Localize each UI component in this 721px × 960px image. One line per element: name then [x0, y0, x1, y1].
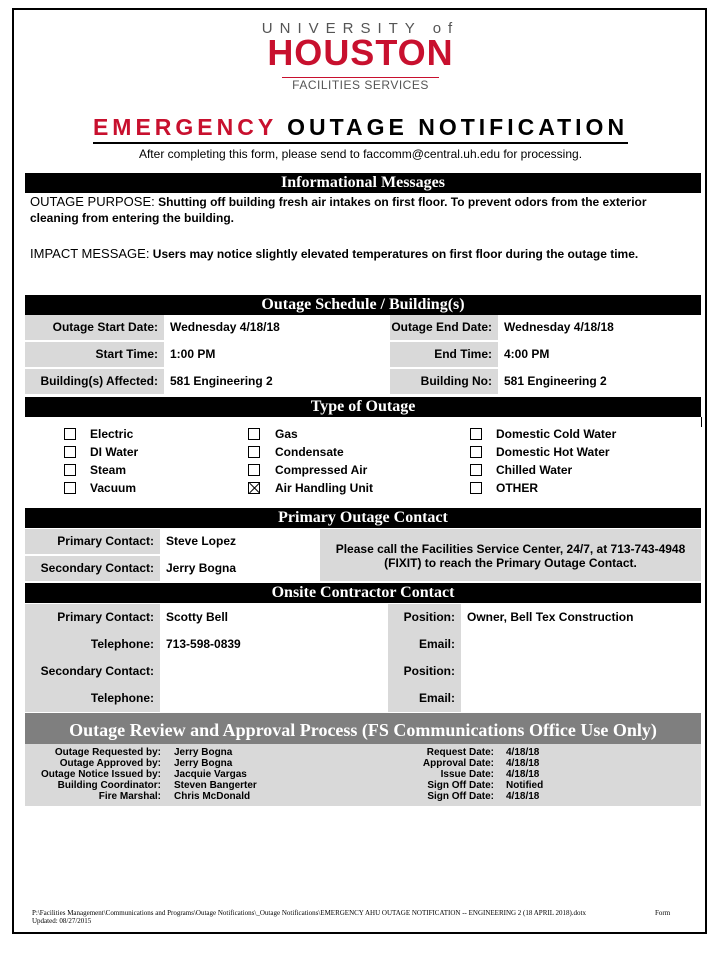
- approval-left-label-3: Outage Notice Issued by:: [40, 769, 161, 780]
- onsite-telephone-label: Telephone:: [25, 631, 160, 658]
- informational-header: Informational Messages: [25, 173, 701, 193]
- approval-right-label-1: Request Date:: [426, 747, 494, 758]
- footer: [32, 909, 692, 925]
- label-electric: Electric: [90, 427, 134, 441]
- approval-header: Outage Review and Approval Process (FS Communications Office Use Only): [25, 713, 701, 747]
- onsite-telephone2-value: [160, 685, 388, 710]
- checkbox-steam[interactable]: [64, 464, 76, 476]
- end-date-label: Outage End Date:: [390, 315, 498, 340]
- footer-updated: Updated: 08/27/2015: [32, 917, 92, 925]
- approval-right-value-1: 4/18/18: [506, 747, 540, 758]
- checkbox-other[interactable]: [470, 482, 482, 494]
- onsite-position2-value: [461, 658, 701, 683]
- label-di-water: DI Water: [90, 445, 139, 459]
- primary-contact-header: Primary Outage Contact: [25, 508, 701, 528]
- schedule-row-buildings: [25, 369, 701, 394]
- checkbox-vacuum[interactable]: [64, 482, 76, 494]
- schedule-header: Outage Schedule / Building(s): [25, 295, 701, 315]
- start-time-value: 1:00 PM: [170, 347, 216, 361]
- checkbox-gas[interactable]: [248, 428, 260, 440]
- outage-purpose-text-2: cleaning from entering the building.: [30, 211, 235, 225]
- label-other: OTHER: [496, 481, 538, 495]
- impact-message-label: IMPACT MESSAGE:: [30, 246, 150, 261]
- approval-left-value-4: Steven Bangerter: [174, 780, 257, 791]
- building-no-label: Building No:: [390, 369, 498, 394]
- onsite-position2-label: Position:: [388, 658, 461, 685]
- page-title: [0, 113, 721, 144]
- start-time-label: Start Time:: [25, 342, 164, 367]
- footer-form: Form: [655, 909, 671, 917]
- label-air-handling-unit: Air Handling Unit: [275, 481, 373, 495]
- onsite-telephone2-label: Telephone:: [25, 685, 160, 712]
- approval-right-value-5: 4/18/18: [506, 791, 540, 802]
- approval-left-value-5: Chris McDonald: [174, 791, 251, 802]
- approval-right-value-4: Notified: [506, 780, 544, 791]
- onsite-telephone-value: 713-598-0839: [166, 637, 241, 651]
- type-of-outage-edge: [701, 417, 702, 427]
- approval-right-value-3: 4/18/18: [506, 769, 540, 780]
- approval-left-value-2: Jerry Bogna: [174, 758, 233, 769]
- start-date-value: Wednesday 4/18/18: [170, 320, 280, 334]
- end-time-value: 4:00 PM: [504, 347, 550, 361]
- approval-left-value-3: Jacquie Vargas: [174, 769, 247, 780]
- start-date-label: Outage Start Date:: [25, 315, 164, 340]
- onsite-row-3: [25, 658, 701, 685]
- onsite-position-label: Position:: [388, 604, 461, 631]
- onsite-email2-label: Email:: [388, 685, 461, 712]
- onsite-row-4: [25, 685, 701, 712]
- outage-purpose-label: OUTAGE PURPOSE:: [30, 194, 155, 209]
- secondary-contact-label: Secondary Contact:: [25, 556, 160, 581]
- buildings-affected-label: Building(s) Affected:: [25, 369, 164, 394]
- label-vacuum: Vacuum: [90, 481, 137, 495]
- onsite-row-1: [25, 604, 701, 631]
- primary-contact-value: Steve Lopez: [166, 534, 237, 548]
- approval-left-label-1: Outage Requested by:: [54, 747, 161, 758]
- checkbox-air-handling-unit[interactable]: [248, 482, 260, 494]
- approval-left-label-4: Building Coordinator:: [57, 780, 161, 791]
- subtitle-instructions: After completing this form, please send to faccomm@central.uh.edu for processing.: [138, 147, 583, 161]
- buildings-affected-value: 581 Engineering 2: [170, 374, 273, 388]
- onsite-primary-value: Scotty Bell: [166, 610, 229, 624]
- logo-university: UNIVERSITY of: [261, 20, 460, 37]
- label-steam: Steam: [90, 463, 127, 477]
- onsite-email-value: [461, 631, 701, 656]
- approval-left-label-2: Outage Approved by:: [59, 758, 161, 769]
- primary-contact-label: Primary Contact:: [25, 529, 160, 554]
- end-date-value: Wednesday 4/18/18: [504, 320, 614, 334]
- label-domestic-hot-water: Domestic Hot Water: [496, 445, 610, 459]
- checkbox-compressed-air[interactable]: [248, 464, 260, 476]
- onsite-position-value: Owner, Bell Tex Construction: [467, 610, 634, 624]
- checkbox-domestic-hot-water[interactable]: [470, 446, 482, 458]
- schedule-row-times: [25, 342, 701, 367]
- label-chilled-water: Chilled Water: [496, 463, 573, 477]
- approval-right-label-5: Sign Off Date:: [427, 791, 494, 802]
- checkbox-chilled-water[interactable]: [470, 464, 482, 476]
- checkbox-condensate[interactable]: [248, 446, 260, 458]
- outage-purpose: [30, 193, 696, 211]
- approval-right-label-2: Approval Date:: [422, 758, 494, 769]
- approval-left-label-5: Fire Marshal:: [98, 791, 161, 802]
- schedule-row-dates: [25, 315, 701, 340]
- type-of-outage-header: Type of Outage: [25, 397, 701, 417]
- checkbox-di-water[interactable]: [64, 446, 76, 458]
- onsite-email-label: Email:: [388, 631, 461, 658]
- approval-right-label-3: Issue Date:: [440, 769, 494, 780]
- secondary-contact-value: Jerry Bogna: [166, 561, 237, 575]
- fixit-note-line-2: (FIXIT) to reach the Primary Outage Contact.: [384, 556, 637, 570]
- impact-message-text: Users may notice slightly elevated temperatures on first floor during the outage time.: [152, 247, 639, 261]
- impact-message: [30, 245, 696, 263]
- onsite-secondary-value: [160, 658, 388, 683]
- onsite-row-2: [25, 631, 701, 658]
- end-time-label: End Time:: [390, 342, 498, 367]
- approval-left-value-1: Jerry Bogna: [174, 747, 233, 758]
- approval-right-value-2: 4/18/18: [506, 758, 540, 769]
- label-condensate: Condensate: [275, 445, 344, 459]
- outage-purpose-text: Shutting off building fresh air intakes on first floor. To prevent odors from the exterior: [158, 195, 647, 209]
- checkbox-domestic-cold-water[interactable]: [470, 428, 482, 440]
- fixit-note-line-1: Please call the Facilities Service Center, 24/7, at 713-743-4948: [335, 542, 686, 556]
- onsite-contact-header: Onsite Contractor Contact: [25, 583, 701, 603]
- onsite-email2-value: [461, 685, 701, 710]
- footer-path: P:\Facilities Management\Communications and Programs\Outage Notifications\_Outage Notifications\EMERGENCY AHU OUTAGE NOTIFICATION -- ENGINEERING 2 (18 APRIL 2018).dotx: [32, 909, 586, 917]
- label-gas: Gas: [275, 427, 298, 441]
- logo-facilities-services: FACILITIES SERVICES: [292, 78, 429, 92]
- checkbox-electric[interactable]: [64, 428, 76, 440]
- title-rest: OUTAGE NOTIFICATION: [276, 114, 629, 140]
- onsite-secondary-label: Secondary Contact:: [25, 658, 160, 685]
- onsite-primary-label: Primary Contact:: [25, 604, 160, 631]
- building-no-value: 581 Engineering 2: [504, 374, 607, 388]
- logo-houston: HOUSTON: [267, 32, 454, 73]
- approval-right-label-4: Sign Off Date:: [427, 780, 494, 791]
- label-compressed-air: Compressed Air: [275, 463, 368, 477]
- title-emergency: EMERGENCY: [92, 114, 277, 140]
- label-domestic-cold-water: Domestic Cold Water: [496, 427, 617, 441]
